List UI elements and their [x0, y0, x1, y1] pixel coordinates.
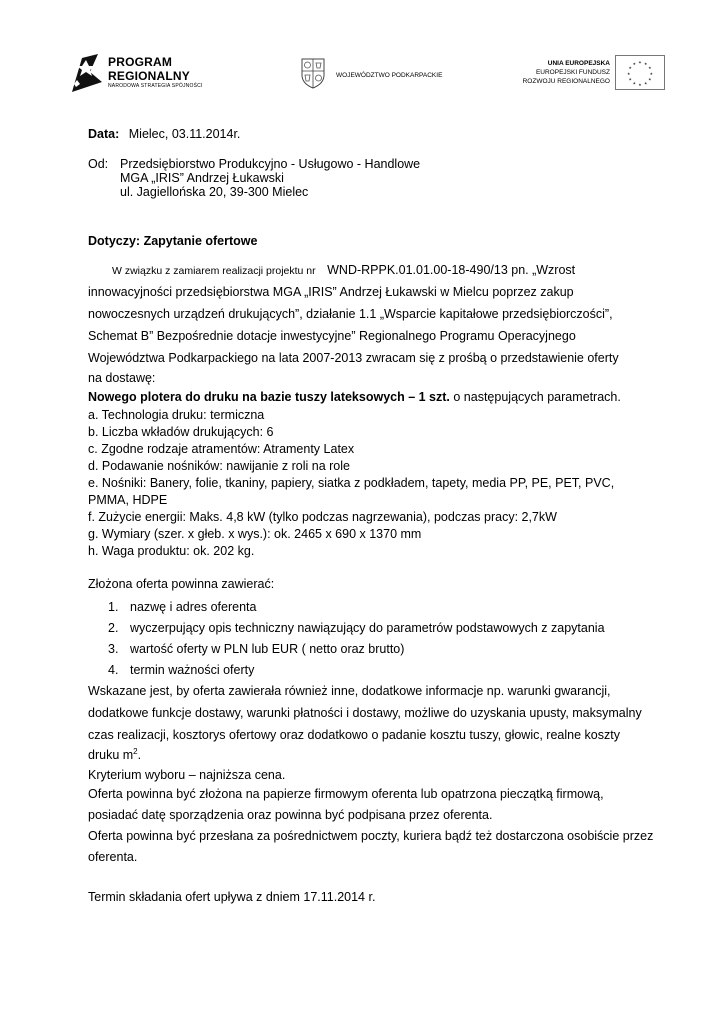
- from-label: Od:: [88, 157, 109, 171]
- svg-text:★: ★: [632, 81, 637, 86]
- date-line: [88, 126, 240, 142]
- extra-info-line: dodatkowe funkcje dostawy, warunki płatności i dostawy, możliwe do uzyskania upusty, maksymalny: [88, 706, 642, 720]
- param-line: b. Liczba wkładów drukujących: 6: [88, 425, 274, 439]
- offer-item-number: 3.: [108, 642, 119, 656]
- intro-small-text: W związku z zamiarem realizacji projektu nr: [112, 265, 316, 277]
- svg-text:★: ★: [649, 71, 654, 76]
- extra-last-end: .: [137, 748, 142, 763]
- eu-text: [523, 59, 610, 86]
- param-line: PMMA, HDPE: [88, 493, 168, 507]
- form-line: posiadać datę sporządzenia oraz powinna być podpisana przez oferenta.: [88, 808, 493, 822]
- intro-line: nowoczesnych urządzeń drukujących”, działanie 1.1 „Wsparcie kapitałowe przedsiębiorczości”,: [88, 307, 613, 321]
- selection-criterion: Kryterium wyboru – najniższa cena.: [88, 768, 286, 782]
- svg-text:★: ★: [628, 66, 632, 71]
- program-regionalny-logo: [68, 50, 218, 98]
- svg-text:★: ★: [638, 83, 642, 88]
- coat-of-arms-icon: [300, 57, 326, 89]
- svg-text:★: ★: [638, 60, 642, 65]
- eu-line-2: EUROPEJSKI FUNDUSZ: [535, 69, 610, 76]
- svg-text:★: ★: [643, 81, 648, 86]
- offer-item-number: 2.: [108, 621, 119, 635]
- offer-item-number: 1.: [108, 600, 119, 614]
- regionalny-label: REGIONALNY: [108, 69, 191, 83]
- param-line: g. Wymiary (szer. x głeb. x wys.): ok. 2465 x 690 x 1370 mm: [88, 527, 422, 541]
- item-unit: .: [446, 390, 450, 404]
- svg-text:★: ★: [648, 66, 652, 71]
- param-line: e. Nośniki: Banery, folie, tkaniny, papiery, siatka z podkładem, tapety, media PP, PE, PET, PVC,: [88, 476, 615, 490]
- from-line-1: Przedsiębiorstwo Produkcyjno - Usługowo - Handlowe: [120, 157, 421, 171]
- intro-line: na dostawę:: [88, 371, 156, 385]
- offer-item-text: wartość oferty w PLN lub EUR ( netto oraz brutto): [130, 642, 405, 656]
- from-line-2: MGA „IRIS” Andrzej Łukawski: [120, 171, 284, 185]
- form-line: Oferta powinna być złożona na papierze firmowym oferenta lub opatrzona pieczątką firmową,: [88, 787, 604, 801]
- svg-text:★: ★: [628, 77, 632, 82]
- svg-text:★: ★: [632, 62, 637, 67]
- eu-line-1: UNIA EUROPEJSKA: [547, 60, 610, 67]
- intro-line: innowacyjności przedsiębiorstwa MGA „IRIS” Andrzej Łukawski w Mielcu poprzez zakup: [88, 285, 574, 299]
- item-rest: o następujących parametrach.: [449, 390, 621, 404]
- program-regionalny-mark-icon: [68, 52, 104, 94]
- squared-superscript: 2: [133, 747, 138, 756]
- eu-logo: [500, 55, 665, 95]
- intro-line: Województwa Podkarpackiego na lata 2007-2013 zwracam się z prośbą o przedstawienie oferty: [88, 351, 619, 365]
- form-line: Oferta powinna być przesłana za pośrednictwem poczty, kuriera bądź też dostarczona osobiście przez: [88, 829, 654, 843]
- program-label: PROGRAM: [108, 55, 173, 69]
- offer-item-number: 4.: [108, 663, 119, 677]
- from-line-3: ul. Jagiellońska 20, 39-300 Mielec: [120, 185, 309, 199]
- extra-info-line: czas realizacji, kosztorys ofertowy oraz dodatkowo o padanie kosztu tuszy, głowic, realne koszty: [88, 728, 620, 742]
- item-name: Nowego plotera do druku na bazie tuszy lateksowych – 1 szt: [88, 390, 447, 404]
- strategy-tagline: NARODOWA STRATEGIA SPÓJNOŚCI: [108, 83, 203, 89]
- param-line: h. Waga produktu: ok. 202 kg.: [88, 544, 255, 558]
- svg-text:★: ★: [626, 71, 631, 76]
- offer-heading: Złożona oferta powinna zawierać:: [88, 577, 275, 591]
- param-line: d. Podawanie nośników: nawijanie z roli na role: [88, 459, 350, 473]
- svg-text:★: ★: [643, 62, 648, 67]
- item-line: [88, 390, 621, 404]
- intro-first-line: [112, 263, 575, 277]
- offer-item-text: wyczerpujący opis techniczny nawiązujący do parametrów podstawowych z zapytania: [130, 621, 605, 635]
- eu-line-3: ROZWOJU REGIONALNEGO: [522, 78, 610, 85]
- extra-info-last-line: [88, 747, 141, 762]
- intro-project-text: WND-RPPK.01.01.00-18-490/13 pn. „Wzrost: [327, 263, 576, 277]
- date-label: Data:: [88, 127, 120, 141]
- subject: Dotyczy: Zapytanie ofertowe: [88, 234, 258, 248]
- form-line: oferenta.: [88, 850, 138, 864]
- extra-info-line: Wskazane jest, by oferta zawierała również inne, dodatkowe informacje np. warunki gwarancji,: [88, 684, 611, 698]
- extra-last-text: druku m: [88, 748, 134, 763]
- voivodeship-logo: [300, 57, 470, 91]
- eu-flag-icon: [615, 55, 665, 90]
- date-value: Mielec, 03.11.2014r.: [128, 127, 241, 141]
- svg-text:★: ★: [648, 77, 652, 82]
- intro-line: Schemat B” Bezpośrednie dotacje inwestycyjne” Regionalnego Programu Operacyjnego: [88, 329, 576, 343]
- deadline: Termin składania ofert upływa z dniem 17.11.2014 r.: [88, 890, 376, 904]
- param-line: c. Zgodne rodzaje atramentów: Atramenty Latex: [88, 442, 355, 456]
- param-line: a. Technologia druku: termiczna: [88, 408, 265, 422]
- offer-item-text: nazwę i adres oferenta: [130, 600, 257, 614]
- param-line: f. Zużycie energii: Maks. 4,8 kW (tylko podczas nagrzewania), podczas pracy: 2,7kW: [88, 510, 557, 524]
- voivodeship-name: WOJEWÓDZTWO PODKARPACKIE: [336, 72, 443, 79]
- offer-item-text: termin ważności oferty: [130, 663, 255, 677]
